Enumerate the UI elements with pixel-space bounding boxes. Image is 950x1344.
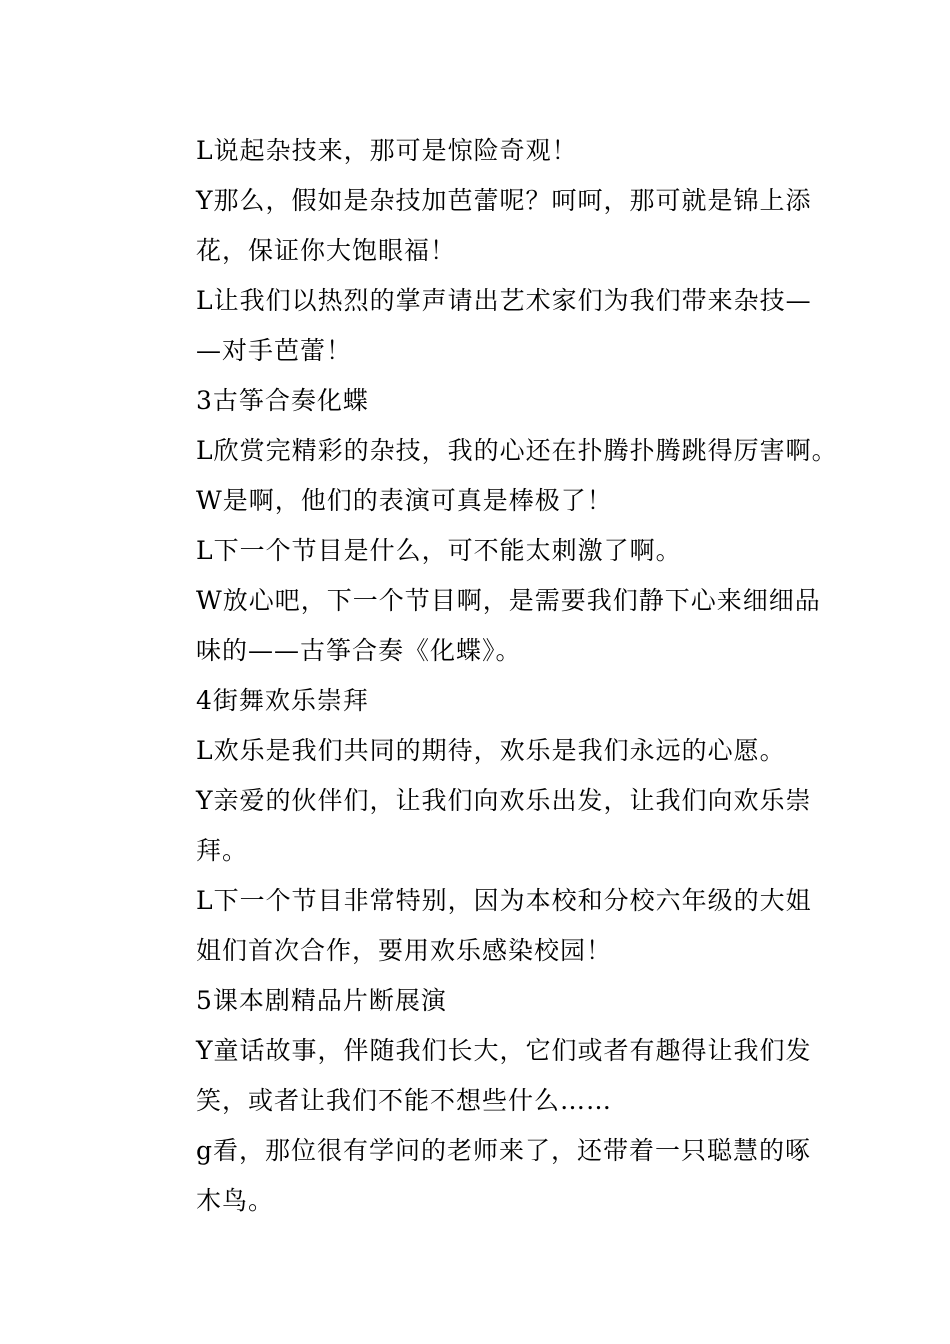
paragraph-line: 花，保证你大饱眼福！ xyxy=(196,236,457,265)
paragraph-line: L下一个节目是什么，可不能太刺激了啊。 xyxy=(196,536,682,565)
paragraph-line: 笑，或者让我们不能不想些什么…… xyxy=(196,1086,613,1115)
paragraph xyxy=(146,1026,810,1126)
paragraph-line: W放心吧，下一个节目啊，是需要我们静下心来细细品 xyxy=(196,586,821,615)
paragraph-line: 4街舞欢乐崇拜 xyxy=(196,686,369,715)
paragraph-line: L说起杂技来，那可是惊险奇观！ xyxy=(196,136,578,165)
paragraph xyxy=(146,976,810,1026)
paragraph xyxy=(146,376,810,426)
paragraph-line: 3古筝合奏化蝶 xyxy=(196,386,369,415)
paragraph xyxy=(146,1126,810,1226)
paragraph-line: L下一个节目非常特别，因为本校和分校六年级的大姐 xyxy=(196,886,812,915)
paragraph-line: Y那么，假如是杂技加芭蕾呢？呵呵，那可就是锦上添 xyxy=(196,186,812,215)
paragraph xyxy=(146,176,810,276)
paragraph-line: L让我们以热烈的掌声请出艺术家们为我们带来杂技— xyxy=(196,286,812,315)
paragraph-line: 拜。 xyxy=(196,836,249,865)
paragraph-line: g看，那位很有学问的老师来了，还带着一只聪慧的啄 xyxy=(196,1136,812,1165)
document-body xyxy=(146,126,838,1226)
paragraph-line: —对手芭蕾！ xyxy=(196,336,353,365)
paragraph-line: L欣赏完精彩的杂技，我的心还在扑腾扑腾跳得厉害啊。 xyxy=(196,436,838,465)
paragraph xyxy=(146,426,838,476)
paragraph-line: Y亲爱的伙伴们，让我们向欢乐出发，让我们向欢乐崇 xyxy=(196,786,812,815)
paragraph-line: Y童话故事，伴随我们长大，它们或者有趣得让我们发 xyxy=(196,1036,812,1065)
paragraph xyxy=(146,676,810,726)
paragraph xyxy=(146,726,810,776)
paragraph xyxy=(146,576,821,676)
paragraph-line: 姐们首次合作，要用欢乐感染校园！ xyxy=(196,936,613,965)
paragraph-line: 5课本剧精品片断展演 xyxy=(196,986,447,1015)
paragraph xyxy=(146,476,810,526)
paragraph xyxy=(146,776,810,876)
paragraph-line: 木鸟。 xyxy=(196,1186,275,1215)
paragraph xyxy=(146,276,810,376)
paragraph xyxy=(146,876,810,976)
paragraph xyxy=(146,526,810,576)
paragraph-line: L欢乐是我们共同的期待，欢乐是我们永远的心愿。 xyxy=(196,736,786,765)
paragraph-line: 味的——古筝合奏《化蝶》。 xyxy=(196,636,522,665)
paragraph xyxy=(146,126,810,176)
paragraph-line: W是啊，他们的表演可真是棒极了！ xyxy=(196,486,613,515)
